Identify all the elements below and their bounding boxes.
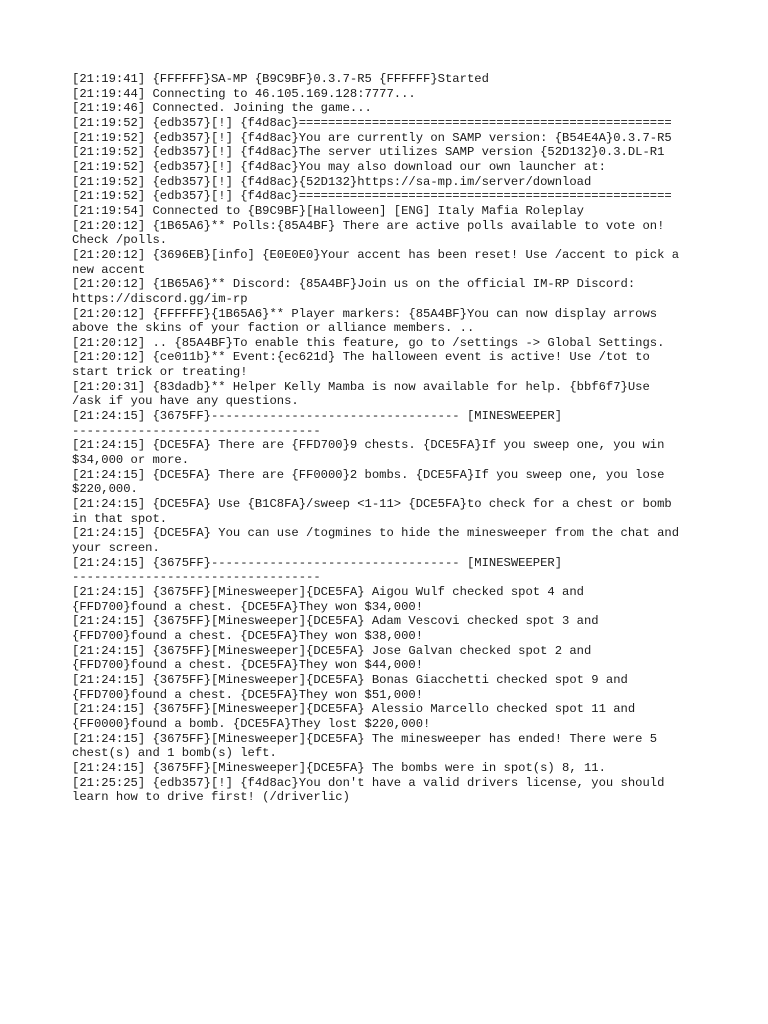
log-line: [21:19:52] {edb357}[!] {f4d8ac}The server utilizes SAMP version {52D132}0.3.DL-R1 (72, 145, 665, 160)
log-line: [21:24:15] {3675FF}[Minesweeper]{DCE5FA} Bonas Giacchetti checked spot 9 and {FFD700}found a chest. {DCE5FA}They won $51,000! (72, 672, 628, 702)
log-line: [21:20:31] {83dadb}** Helper Kelly Mamba is now available for help. {bbf6f7}Use /ask if you have any questions. (72, 379, 650, 409)
log-line: [21:24:15] {3675FF}---------------------------------- [MINESWEEPER] ---------------------------------- (72, 555, 563, 585)
log-line: [21:24:15] {DCE5FA} There are {FF0000}2 bombs. {DCE5FA}If you sweep one, you lose $220,000. (72, 467, 665, 497)
chat-log (72, 72, 698, 805)
log-line: [21:24:15] {3675FF}[Minesweeper]{DCE5FA} Adam Vescovi checked spot 3 and {FFD700}found a chest. {DCE5FA}They won $38,000! (72, 614, 599, 643)
log-line: [21:24:15] {3675FF}[Minesweeper]{DCE5FA} Aigou Wulf checked spot 4 and {FFD700}found a chest. {DCE5FA}They won $34,000! (72, 584, 584, 614)
log-line: [21:24:15] {3675FF}[Minesweeper]{DCE5FA} The bombs were in spot(s) 8, 11. (72, 760, 606, 775)
log-line: [21:24:15] {3675FF}[Minesweeper]{DCE5FA} Alessio Marcello checked spot 11 and {FF0000}found a bomb. {DCE5FA}They lost $220,000! (72, 702, 636, 731)
log-line: [21:20:12] {1B65A6}** Polls:{85A4BF} There are active polls available to vote on! Check /polls. (72, 218, 665, 248)
log-line: [21:19:52] {edb357}[!] {f4d8ac}You are currently on SAMP version: {B54E4A}0.3.7-R5 (72, 130, 672, 145)
log-line: [21:19:44] Connecting to 46.105.169.128:7777... (72, 86, 416, 101)
log-line: [21:24:15] {3675FF}[Minesweeper]{DCE5FA} Jose Galvan checked spot 2 and {FFD700}found a chest. {DCE5FA}They won $44,000! (72, 643, 592, 673)
log-line: [21:19:52] {edb357}[!] {f4d8ac}=================================================== (72, 115, 672, 130)
chat-log-page (72, 72, 698, 805)
log-line: [21:25:25] {edb357}[!] {f4d8ac}You don't have a valid drivers license, you should learn how to drive first! (/driverlic) (72, 775, 665, 805)
log-line: [21:24:15] {3675FF}---------------------------------- [MINESWEEPER] ---------------------------------- (72, 409, 563, 438)
log-line: [21:20:12] {FFFFFF}{1B65A6}** Player markers: {85A4BF}You can now display arrows above the skins of your faction or alliance members. .. (72, 306, 658, 336)
log-line: [21:20:12] {ce011b}** Event:{ec621d} The halloween event is active! Use /tot to start trick or treating! (72, 350, 650, 380)
log-line: [21:19:52] {edb357}[!] {f4d8ac}=================================================== (72, 189, 672, 204)
log-line: [21:19:52] {edb357}[!] {f4d8ac}You may also download our own launcher at: (72, 159, 606, 174)
log-line: [21:19:46] Connected. Joining the game... (72, 101, 372, 116)
log-line: [21:19:41] {FFFFFF}SA-MP {B9C9BF}0.3.7-R5 {FFFFFF}Started (72, 72, 489, 86)
log-line: [21:24:15] {DCE5FA} You can use /togmines to hide the minesweeper from the chat and your screen. (72, 526, 680, 555)
log-line: [21:24:15] {3675FF}[Minesweeper]{DCE5FA} The minesweeper has ended! There were 5 chest(s) and 1 bomb(s) left. (72, 731, 658, 761)
log-line: [21:19:54] Connected to {B9C9BF}[Halloween] [ENG] Italy Mafia Roleplay (72, 203, 584, 218)
log-line: [21:19:52] {edb357}[!] {f4d8ac}{52D132}https://sa-mp.im/server/download (72, 174, 592, 189)
log-line: [21:20:12] {3696EB}[info] {E0E0E0}Your accent has been reset! Use /accent to pick a new accent (72, 247, 680, 277)
log-line: [21:24:15] {DCE5FA} There are {FFD700}9 chests. {DCE5FA}If you sweep one, you win $34,000 or more. (72, 438, 665, 468)
log-line: [21:20:12] {1B65A6}** Discord: {85A4BF}Join us on the official IM-RP Discord: https://discord.gg/im-rp (72, 277, 636, 306)
log-line: [21:20:12] .. {85A4BF}To enable this feature, go to /settings -> Global Settings. (72, 335, 665, 350)
log-line: [21:24:15] {DCE5FA} Use {B1C8FA}/sweep <1-11> {DCE5FA}to check for a chest or bomb in that spot. (72, 497, 672, 526)
